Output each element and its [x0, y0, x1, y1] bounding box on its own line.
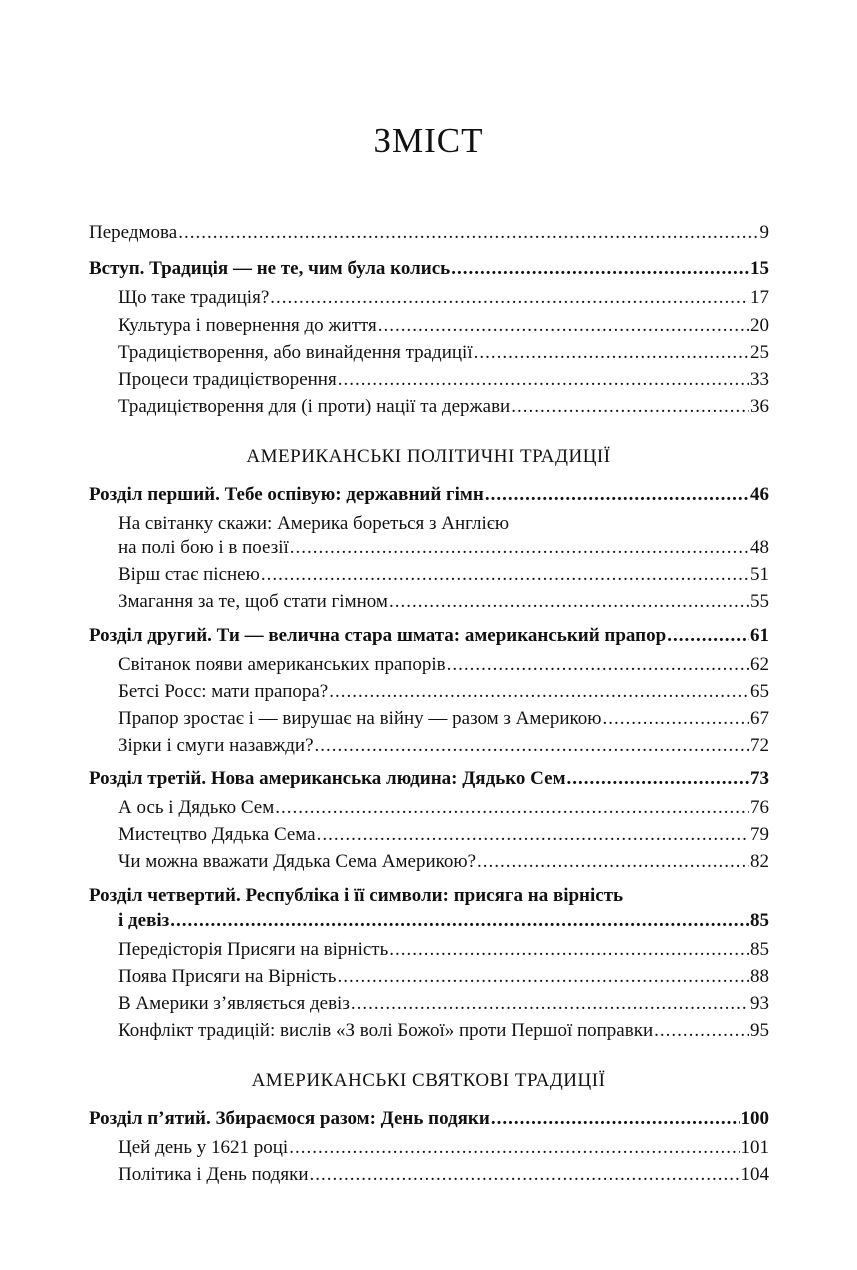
entry-title: Що таке традиція?: [118, 287, 270, 308]
entry-title: Конфлікт традицій: вислів «З волі Божої» проти Першої поправки: [118, 1020, 654, 1041]
entry-title: Змагання за те, щоб стати гімном: [118, 591, 388, 612]
leader-dots: [170, 909, 749, 933]
entry-page: 25: [750, 342, 769, 363]
entry-page: 62: [750, 654, 769, 675]
toc-subentry: [118, 707, 769, 731]
entry-page: 73: [750, 768, 769, 789]
leader-dots: [511, 395, 749, 419]
toc-subentry: [118, 965, 769, 989]
entry-page: 36: [750, 396, 769, 417]
entry-title: Прапор зростає і — вирушає на війну — разом з Америкою: [118, 708, 602, 729]
toc-subentry: [118, 992, 769, 1016]
leader-dots: [654, 1019, 749, 1043]
entry-title: Культура і повернення до життя: [118, 315, 377, 336]
entry-title: Світанок появи американських прапорів: [118, 654, 446, 675]
entry-page: 46: [750, 484, 769, 505]
entry-page: 88: [750, 966, 769, 987]
entry-title: Передмова: [89, 222, 178, 243]
toc-entry-chapter-3: [89, 767, 769, 791]
entry-page: 95: [750, 1020, 769, 1041]
toc-subentry: [118, 286, 769, 310]
entry-title: Розділ перший. Тебе оспівую: державний гімн: [89, 484, 484, 505]
entry-title: Цей день у 1621 році: [118, 1137, 289, 1158]
toc-entry-chapter-5: [89, 1107, 769, 1131]
entry-title: Розділ третій. Нова американська людина: Дядько Сем: [89, 768, 566, 789]
entry-title: Традицієтворення, або винайдення традиції: [118, 342, 473, 363]
leader-dots: [310, 1163, 740, 1187]
leader-dots: [275, 796, 749, 820]
leader-dots: [378, 314, 749, 338]
entry-page: 65: [750, 681, 769, 702]
leader-dots: [477, 850, 749, 874]
entry-page: 15: [750, 258, 769, 279]
entry-title: Вступ. Традиція — не те, чим була колись: [89, 258, 451, 279]
leader-dots: [389, 590, 749, 614]
entry-title: Розділ п’ятий. Збираємося разом: День подяки: [89, 1108, 490, 1129]
leader-dots: [667, 624, 749, 648]
entry-title: Процеси традицієтворення: [118, 369, 337, 390]
leader-dots: [261, 563, 749, 587]
toc-subentry-line1: На світанку скажи: Америка бореться з Англією: [118, 513, 510, 534]
leader-dots: [474, 341, 749, 365]
entry-page: 33: [750, 369, 769, 390]
toc-subentry: [118, 938, 769, 962]
leader-dots: [289, 1136, 739, 1160]
toc-subentry: [118, 1019, 769, 1043]
entry-title: Розділ другий. Ти — велична стара шмата: американський прапор: [89, 625, 667, 646]
section-heading: АМЕРИКАНСЬКІ ПОЛІТИЧНІ ТРАДИЦІЇ: [246, 446, 611, 467]
entry-page: 79: [750, 824, 769, 845]
leader-dots: [270, 286, 749, 310]
entry-page: 55: [750, 591, 769, 612]
toc-subentry: [118, 536, 769, 560]
toc-entry-preface: [89, 221, 769, 245]
leader-dots: [485, 483, 749, 507]
section-heading: АМЕРИКАНСЬКІ СВЯТКОВІ ТРАДИЦІЇ: [251, 1070, 606, 1091]
toc-subentry: [118, 796, 769, 820]
toc-subentry: [118, 734, 769, 758]
entry-page: 82: [750, 851, 769, 872]
toc-entry-chapter-4-line1: Розділ четвертий. Республіка і її символи: присяга на вірність: [89, 885, 624, 906]
entry-page: 20: [750, 315, 769, 336]
entry-title: Зірки і смуги назавжди?: [118, 735, 314, 756]
entry-page: 93: [750, 993, 769, 1014]
leader-dots: [447, 653, 749, 677]
entry-title: Вірш стає піснею: [118, 564, 260, 585]
entry-page: 17: [750, 287, 769, 308]
leader-dots: [567, 767, 749, 791]
entry-title: Традицієтворення для (і проти) нації та держави: [118, 396, 511, 417]
toc-entry-chapter-2: [89, 624, 769, 648]
entry-page: 9: [759, 222, 769, 243]
entry-page: 101: [740, 1137, 769, 1158]
entry-title: Бетсі Росс: мати прапора?: [118, 681, 329, 702]
entry-title: Чи можна вважати Дядька Сема Америкою?: [118, 851, 477, 872]
leader-dots: [602, 707, 749, 731]
toc-entry-chapter-4: [118, 909, 769, 933]
leader-dots: [338, 368, 749, 392]
entry-page: 48: [750, 537, 769, 558]
leader-dots: [389, 938, 749, 962]
toc-subentry: [118, 314, 769, 338]
toc-entry-chapter-1: [89, 483, 769, 507]
entry-page: 51: [750, 564, 769, 585]
entry-page: 85: [750, 939, 769, 960]
entry-page: 85: [750, 910, 769, 931]
leader-dots: [351, 992, 749, 1016]
leader-dots: [290, 536, 749, 560]
leader-dots: [337, 965, 749, 989]
toc-subentry: [118, 823, 769, 847]
entry-title: Мистецтво Дядька Сема: [118, 824, 316, 845]
toc-subentry: [118, 368, 769, 392]
toc-subentry: [118, 653, 769, 677]
toc-subentry: [118, 341, 769, 365]
entry-title: В Америки з’являється девіз: [118, 993, 350, 1014]
leader-dots: [315, 734, 749, 758]
toc-subentry: [118, 680, 769, 704]
entry-title: Поява Присяги на Вірність: [118, 966, 337, 987]
toc-subentry: [118, 590, 769, 614]
leader-dots: [491, 1107, 740, 1131]
leader-dots: [451, 257, 749, 281]
leader-dots: [317, 823, 749, 847]
entry-title: на полі бою і в поезії: [118, 537, 289, 558]
toc-subentry: [118, 1136, 769, 1160]
entry-page: 100: [740, 1108, 769, 1129]
toc-subentry: [118, 1163, 769, 1187]
entry-title: Передісторія Присяги на вірність: [118, 939, 389, 960]
toc-subentry: [118, 395, 769, 419]
leader-dots: [329, 680, 749, 704]
toc-entry-intro: [89, 257, 769, 281]
toc-subentry: [118, 850, 769, 874]
page-title: ЗМІСТ: [373, 121, 484, 161]
toc-subentry: [118, 563, 769, 587]
entry-page: 67: [750, 708, 769, 729]
entry-title: і девіз: [118, 910, 170, 931]
entry-page: 72: [750, 735, 769, 756]
entry-title: Політика і День подяки: [118, 1164, 309, 1185]
entry-page: 61: [750, 625, 769, 646]
entry-page: 76: [750, 797, 769, 818]
entry-title: А ось і Дядько Сем: [118, 797, 275, 818]
entry-page: 104: [740, 1164, 769, 1185]
leader-dots: [178, 221, 758, 245]
